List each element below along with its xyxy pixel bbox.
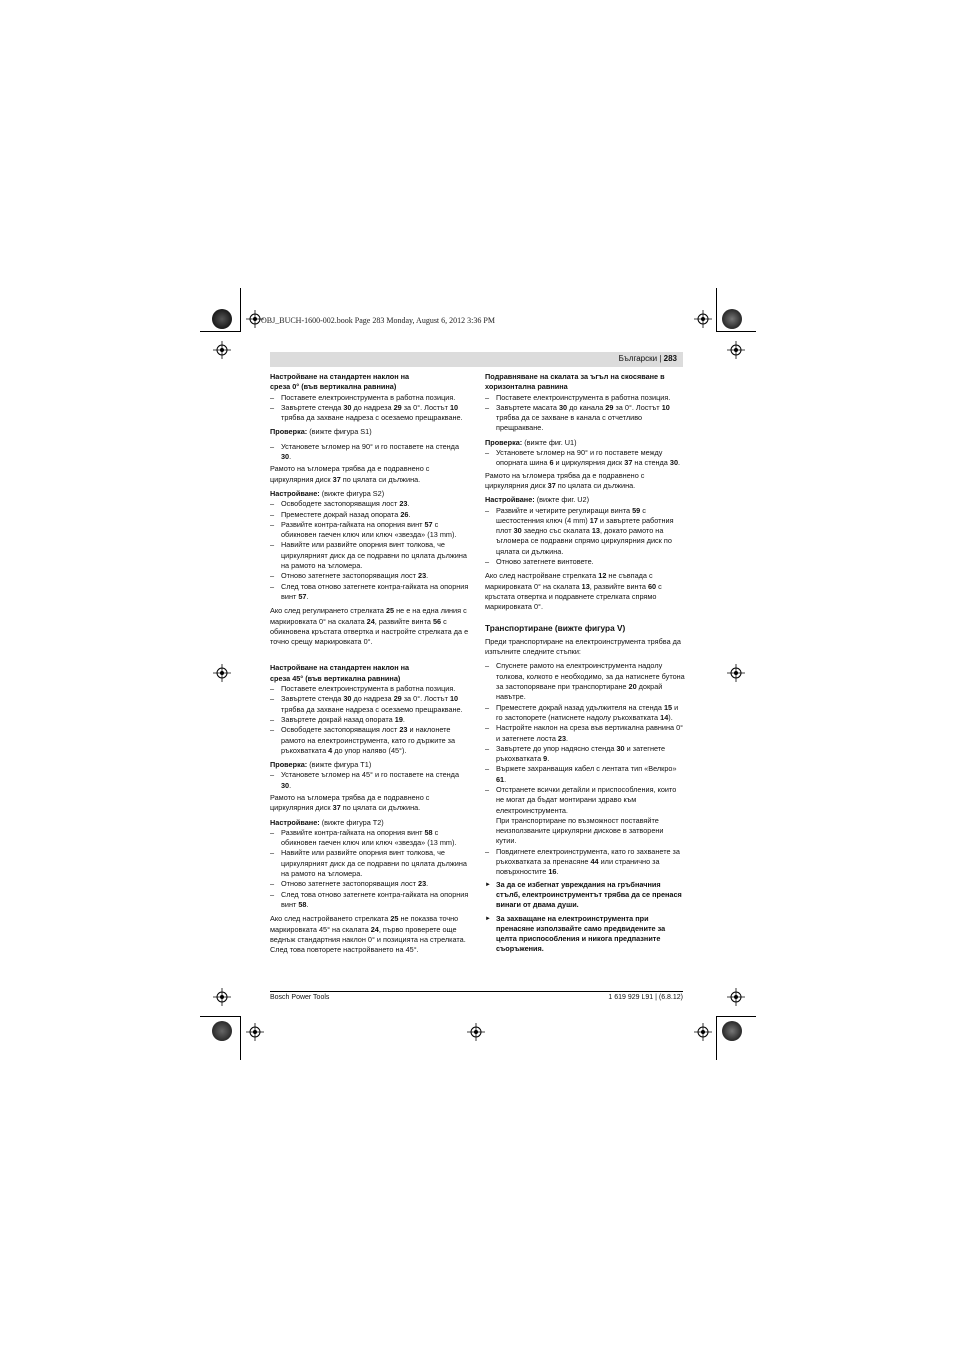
section-heading: Настройване на стандартен наклон на среза 0° (във вертикална равнина) xyxy=(270,372,410,392)
list-item: – Навийте или развийте опорния винт толкова, че циркулярният диск да се подравни по цялата дължина на рамото на ъгломера. xyxy=(270,540,470,571)
list-item: – Развийте контра-гайката на опорния винт 58 с обикновен гаечен ключ или ключ «звезда» (13 mm). xyxy=(270,828,470,849)
section-heading: Настройване на стандартен наклон на среза 45° (във вертикална равнина) xyxy=(270,663,410,683)
list-item: – Развийте контра-гайката на опорния винт 57 с обикновен гаечен ключ или ключ «звезда» (13 mm). xyxy=(270,520,470,541)
list-item: – Завъртете стенда 30 до надреза 29 за 0°. Лостът 10 трябва да захване надреза с осезаемо прещракване. xyxy=(270,694,470,715)
list-item: – Отново затегнете застопоряващия лост 23. xyxy=(270,879,470,889)
paragraph: Ако след регулирането стрелката 25 не е на една линия с маркировката 0° на скалата 24, развийте винта 56 с обикновена кръстата отвертка и настройте стрелката да е точно срещу маркировката 0°. xyxy=(270,606,469,647)
list-item: – Отстранете всички детайли и приспособления, които не могат да бъдат монтирани здраво към електроинструмента. При транспортиране по възможност поставяйте неизползваните циркулярни дискове в затворени кутии. xyxy=(485,785,685,847)
adjust-label: Настройване: (вижте фигура S2) xyxy=(270,488,385,498)
adjust-label: Настройване: (вижте фигура T2) xyxy=(270,817,384,827)
left-column xyxy=(270,372,470,959)
list-item: – Навийте или развийте опорния винт толкова, че циркулярният диск да се подравни по цялата дължина на рамото на ъгломера. xyxy=(270,848,470,879)
color-target-icon xyxy=(722,309,742,329)
list-item: – Отново затегнете застопоряващия лост 23. xyxy=(270,571,470,581)
warning-item: ► За да се избегнат увреждания на гръбначния стълб, електроинструментът трябва да се пренася винаги от двама души. xyxy=(485,880,685,911)
paragraph: Рамото на ъгломера трябва да е подравнено с циркулярния диск 37 по цялата си дължина. xyxy=(270,464,430,484)
header-separator: | xyxy=(659,354,662,363)
paragraph: Рамото на ъгломера трябва да е подравнено с циркулярния диск 37 по цялата си дължина. xyxy=(485,470,645,490)
right-column xyxy=(485,372,685,958)
registration-mark-icon xyxy=(213,988,231,1006)
footer-rule xyxy=(270,991,683,992)
section-heading: Подравняване на скалата за ъгъл на скосяване в хоризонтална равнина xyxy=(485,372,665,392)
registration-mark-icon xyxy=(213,341,231,359)
list-item: – Преместете докрай назад удължителя на стенда 15 и го застопорете (натиснете надолу ръкохватката 14). xyxy=(485,703,685,724)
list-item: – Освободете застопоряващия лост 23 и наклонете рамото на електроинструмента, като го държите за ръкохватката 4 до упор наляво (45°). xyxy=(270,725,470,756)
registration-mark-icon xyxy=(246,1023,264,1041)
page-number: 283 xyxy=(663,354,677,363)
adjust-label: Настройване: (вижте фиг. U2) xyxy=(485,495,590,505)
footer-doc-number: 1 619 929 L91 | (6.8.12) xyxy=(608,994,683,1001)
warning-item: ► За захващане на електроинструмента при пренасяне използвайте само предвидените за целта приспособления и никога предпазните съоръжения. xyxy=(485,914,685,955)
list-item: – Преместете докрай назад опората 26. xyxy=(270,510,470,520)
list-item: – След това отново затегнете контра-гайката на опорния винт 57. xyxy=(270,582,470,603)
check-label: Проверка: (вижте фигура T1) xyxy=(270,760,372,770)
paragraph: Рамото на ъгломера трябва да е подравнено с циркулярния диск 37 по цялата си дължина. xyxy=(270,792,430,813)
registration-mark-icon xyxy=(727,664,745,682)
list-item: – Завъртете докрай назад опората 19. xyxy=(270,715,470,725)
print-slug: OBJ_BUCH-1600-002.book Page 283 Monday, August 6, 2012 3:36 PM xyxy=(261,316,495,325)
list-item: – Завъртете стенда 30 до надреза 29 за 0°. Лостът 10 трябва да захване надреза с осезаемо прещракване. xyxy=(270,403,470,424)
registration-mark-icon xyxy=(213,664,231,682)
list-item: – Освободете застопоряващия лост 23. xyxy=(270,499,470,509)
paragraph: Преди транспортиране на електроинструмента трябва да изпълните следните стъпки: xyxy=(485,636,681,657)
registration-mark-icon xyxy=(467,1023,485,1041)
page-header xyxy=(270,352,683,367)
registration-mark-icon xyxy=(727,988,745,1006)
list-item: – Отново затегнете винтовете. xyxy=(485,557,685,567)
registration-mark-icon xyxy=(694,310,712,328)
list-item: – Установете ъгломер на 45° и го поставете на стенда 30. xyxy=(270,770,470,791)
list-item: – Установете ъгломер на 90° и го поставете между опорната шина 6 и циркулярния диск 37 на стенда 30. xyxy=(485,448,685,469)
paragraph: Ако след настройване стрелката 12 не съвпада с маркировката 0° на скалата 13, развийте винта 60 с кръстата отвертка и подравнете стрелката спрямо маркировката 0°. xyxy=(485,571,662,612)
list-item: – Спуснете рамото на електроинструмента надолу толкова, колкото е необходимо, за да натиснете бутона за застопоряване при транспортиране 20 докрай навътре. xyxy=(485,661,685,702)
color-target-icon xyxy=(212,309,232,329)
list-item: – Поставете електроинструмента в работна позиция. xyxy=(485,393,685,403)
list-item: – Повдигнете електроинструмента, като го захванете за ръкохватката за пренасяне 44 или странично за повърхностите 16. xyxy=(485,847,685,878)
color-target-icon xyxy=(722,1021,742,1041)
list-item: – Настройте наклон на среза във вертикална равнина 0° и затегнете лоста 23. xyxy=(485,723,685,744)
list-item: – Завъртете до упор надясно стенда 30 и затегнете ръкохватката 9. xyxy=(485,744,685,765)
registration-mark-icon xyxy=(694,1023,712,1041)
list-item: – Завъртете масата 30 до канала 29 за 0°. Лостът 10 трябва да се захване в канала с отчетливо прещракване. xyxy=(485,403,685,434)
section-title-transport: Транспортиране (вижте фигура V) xyxy=(485,622,626,633)
list-item: – Установете ъгломер на 90° и го поставете на стенда 30. xyxy=(270,442,470,463)
check-label: Проверка: (вижте фигура S1) xyxy=(270,427,372,437)
paragraph: Ако след настройването стрелката 25 не показва точно маркировката 45° на скалата 24, първо проверете още веднъж стандартния наклон 0° и позицията на стрелката. След това повторете настройването на 45°. xyxy=(270,914,466,955)
footer-brand: Bosch Power Tools xyxy=(270,994,330,1001)
color-target-icon xyxy=(212,1021,232,1041)
registration-mark-icon xyxy=(727,341,745,359)
list-item: – Поставете електроинструмента в работна позиция. xyxy=(270,684,470,694)
list-item: – Поставете електроинструмента в работна позиция. xyxy=(270,393,470,403)
check-label: Проверка: (вижте фиг. U1) xyxy=(485,437,577,447)
header-language: Български xyxy=(618,354,658,363)
list-item: – Развийте и четирите регулиращи винта 59 с шестостенния ключ (4 mm) 17 и завъртете работния плот 30 заедно със скалата 13, докато рамото на ъгломера се подравни спрямо циркулярния диск по цялата си дължина. xyxy=(485,506,685,557)
list-item: – Вържете захранващия кабел с лентата тип «Велкро» 61. xyxy=(485,764,685,785)
list-item: – След това отново затегнете контра-гайката на опорния винт 58. xyxy=(270,890,470,911)
